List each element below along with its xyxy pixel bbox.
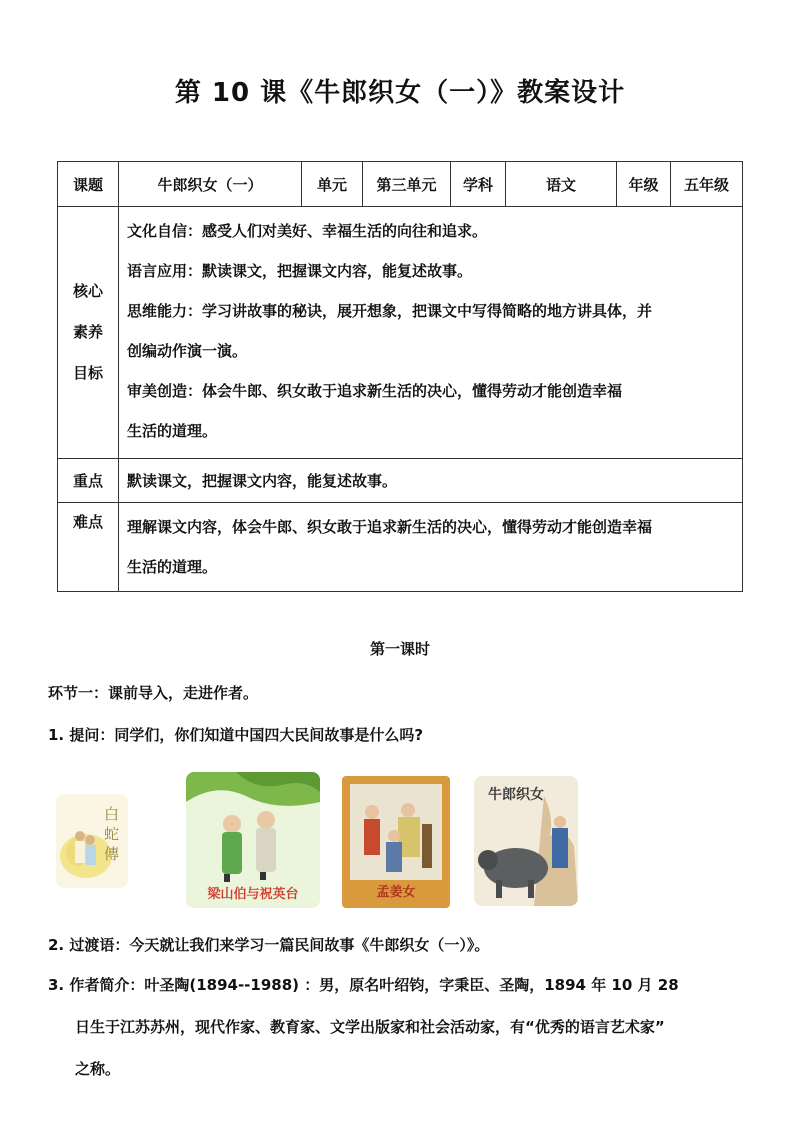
cell-goals-label [58, 207, 119, 459]
cell-subject-label: 学科 [451, 162, 506, 207]
bai-she-image [56, 794, 128, 888]
cell-key-text: 默读课文，把握课文内容，能复述故事。 [119, 459, 743, 503]
cell-goals-text [119, 207, 743, 459]
page-title: 第 10 课《牛郎织女（一）》教案设计 [174, 78, 626, 108]
goal-line: 审美创造：体会牛郎、织女敢于追求新生活的决心，懂得劳动才能创造幸福 [127, 382, 623, 400]
goal-line: 生活的道理。 [127, 422, 218, 440]
cell-unit-value: 第三单元 [363, 162, 451, 207]
liang-zhu-title: 梁山伯与祝英台 [207, 887, 299, 902]
cell-grade-label: 年级 [617, 162, 671, 207]
section-title: 第一课时 [369, 640, 430, 658]
table-row-basic [58, 162, 743, 207]
item1-text: 1. 提问：同学们，你们知道中国四大民间故事是什么吗? [48, 726, 424, 744]
cell-topic-label: 课题 [58, 162, 119, 207]
cell-subject-value: 语文 [506, 162, 617, 207]
goal-line: 创编动作演一演。 [127, 342, 248, 360]
goal-line: 语言应用：默读课文，把握课文内容，能复述故事。 [127, 262, 473, 280]
cell-difficult-text [119, 503, 743, 592]
goal-line: 思维能力：学习讲故事的秘诀，展开想象，把课文中写得简略的地方讲具体，并 [127, 302, 653, 320]
bai-she-title: 白蛇傳 [104, 805, 120, 863]
liang-zhu-image [186, 772, 320, 908]
difficult-line: 生活的道理。 [127, 558, 218, 576]
niu-lang-image [474, 776, 578, 906]
step1-heading: 环节一：课前导入，走进作者。 [48, 684, 259, 702]
item3-line: 日生于江苏苏州，现代作家、教育家、文学出版家和社会活动家，有“优秀的语言艺术家” [75, 1018, 665, 1036]
meng-jiang-title: 孟姜女 [376, 885, 416, 900]
goal-line: 文化自信：感受人们对美好、幸福生活的向往和追求。 [127, 222, 488, 240]
item3-line: 3. 作者简介：叶圣陶(1894--1988) ：男，原名叶绍钧，字秉臣、圣陶，1894 年 10 月 28 [48, 976, 679, 994]
goals-label-line: 目标 [72, 364, 103, 382]
item3-line: 之称。 [75, 1060, 121, 1078]
goals-label-line: 素养 [72, 323, 103, 341]
cell-unit-label: 单元 [302, 162, 363, 207]
cell-grade-value: 五年级 [671, 162, 743, 207]
item2-text: 2. 过渡语：今天就让我们来学习一篇民间故事《牛郎织女（一）》。 [48, 936, 490, 954]
goals-label-line: 核心 [72, 282, 103, 300]
lesson-info-table [57, 161, 743, 592]
meng-jiang-image [342, 776, 450, 908]
niu-lang-title: 牛郎织女 [488, 787, 544, 803]
cell-difficult-label: 难点 [58, 503, 119, 592]
cell-topic-value: 牛郎织女（一） [119, 162, 302, 207]
cell-key-label: 重点 [58, 459, 119, 503]
table-row-difficult [58, 503, 743, 592]
table-row-key [58, 459, 743, 503]
table-row-goals [58, 207, 743, 459]
difficult-line: 理解课文内容，体会牛郎、织女敢于追求新生活的决心，懂得劳动才能创造幸福 [127, 518, 653, 536]
